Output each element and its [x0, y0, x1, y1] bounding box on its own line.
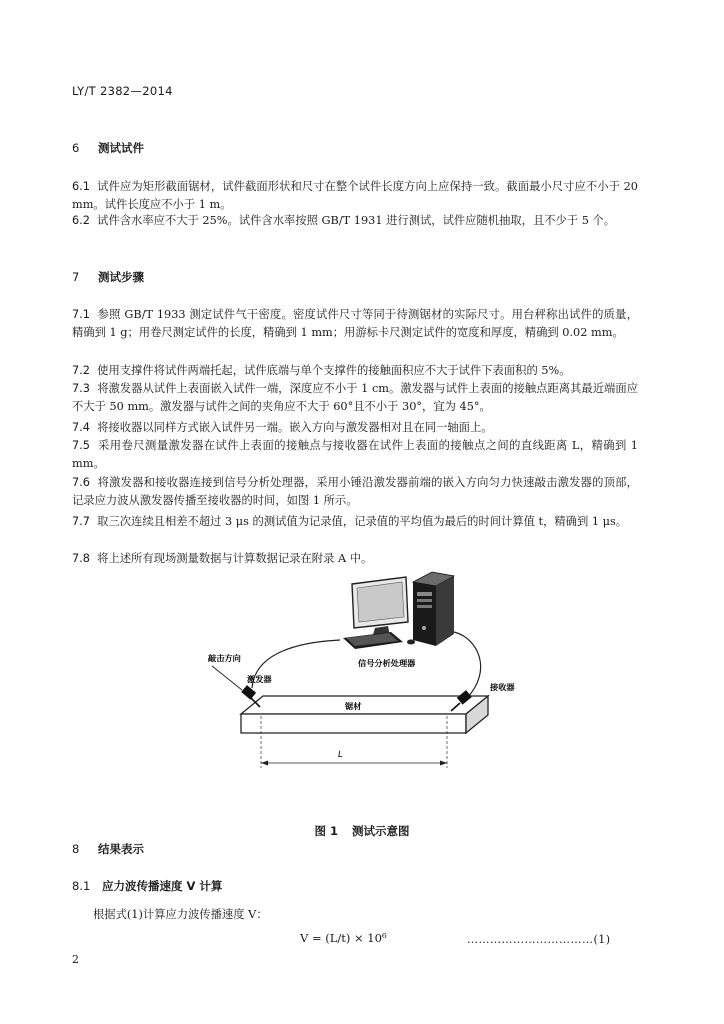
clause-text: 将激发器从试件上表面嵌入试件一端，深度应不小于 1 cm。激发器与试件上表面的接触点距离其最近端面应不大于 50 mm。激发器与试件之间的夹角应不大于 60°且不小于 30°，宜为 45°。 — [72, 382, 638, 413]
clause-number: 7.8 — [72, 552, 90, 565]
subsection-number: 8.1 — [72, 879, 91, 893]
equation-number: ……………………………(1) — [467, 933, 611, 946]
clause-number: 7.3 — [72, 382, 90, 395]
figure-caption — [0, 823, 724, 839]
figure-title: 测试示意图 — [352, 824, 410, 838]
subsection-title: 应力波传播速度 V 计算 — [102, 879, 223, 893]
length-label: L — [338, 750, 343, 760]
section-title: 结果表示 — [98, 842, 144, 856]
clause-text: 将上述所有现场测量数据与计算数据记录在附录 A 中。 — [97, 552, 373, 565]
mouse-illustration — [407, 640, 415, 645]
receiver-cable — [454, 632, 481, 698]
clause-text: 将接收器以同样方式嵌入试件另一端。嵌入方向与激发器相对且在同一轴面上。 — [97, 421, 493, 434]
clause-number: 7.1 — [72, 308, 90, 321]
exciter-label: 激发器 — [247, 674, 272, 684]
monitor-illustration — [352, 577, 408, 638]
section-number: 7 — [72, 270, 80, 284]
clause-text: 试件含水率应不大于 25%。试件含水率按照 GB/T 1931 进行测试，试件应随机抽取，且不少于 5 个。 — [97, 214, 616, 227]
subsection-8-1-heading — [72, 878, 222, 894]
page-number: 2 — [72, 953, 79, 966]
clause-number: 7.7 — [72, 515, 90, 528]
keyboard-illustration — [343, 632, 403, 649]
exciter-sensor — [241, 685, 260, 707]
equation: V = (L/t) × 10⁶ — [300, 931, 387, 945]
clause-text: 取三次连续且相差不超过 3 μs 的测试值为记录值，记录值的平均值为最后的时间计算值 t，精确到 1 μs。 — [97, 515, 628, 528]
receiver-label: 接收器 — [490, 682, 515, 692]
clause-number: 7.2 — [72, 364, 90, 377]
section-title: 测试试件 — [98, 141, 144, 155]
lumber-specimen — [241, 696, 488, 733]
clause-text: 采用卷尺测量激发器在试件上表面的接触点与接收器在试件上表面的接触点之间的直线距离 L，精确到 1 mm。 — [72, 439, 638, 470]
clause-text: 参照 GB/T 1933 测定试件气干密度。密度试件尺寸等同于待测锯材的实际尺寸。用台秤称出试件的质量，精确到 1 g；用卷尺测定试件的长度，精确到 1 mm；用游标卡尺测定试件的宽度和厚度，精确到 0.02 mm。 — [72, 308, 638, 339]
strike-arrow — [212, 666, 242, 690]
standard-code: LY/T 2382—2014 — [72, 84, 173, 98]
clause-number: 7.5 — [72, 439, 90, 452]
section-number: 8 — [72, 842, 80, 856]
figure-number: 图 1 — [314, 824, 338, 838]
section-8-heading — [72, 841, 144, 857]
clause-number: 6.2 — [72, 214, 90, 227]
formula-intro: 根据式(1)计算应力波传播速度 V： — [93, 908, 268, 921]
section-title: 测试步骤 — [98, 270, 144, 284]
lumber-label: 锯材 — [345, 701, 362, 711]
clause-text: 试件应为矩形截面锯材，试件截面形状和尺寸在整个试件长度方向上应保持一致。截面最小尺寸应不小于 20 mm。试件长度应不小于 1 m。 — [72, 180, 638, 211]
clause-text: 使用支撑件将试件两端托起，试件底端与单个支撑件的接触面积应不大于试件下表面积的 5%。 — [97, 364, 571, 377]
strike-direction-label: 敲击方向 — [208, 653, 241, 663]
clause-number: 7.6 — [72, 476, 90, 489]
computer-tower-illustration — [413, 572, 454, 646]
processor-label: 信号分析处理器 — [358, 658, 416, 668]
clause-number: 6.1 — [72, 180, 90, 193]
section-number: 6 — [72, 141, 80, 155]
clause-number: 7.4 — [72, 421, 90, 434]
clause-text: 将激发器和接收器连接到信号分析处理器，采用小锤沿激发器前端的嵌入方向匀力快速敲击激发器的顶部，记录应力波从激发器传播至接收器的时间，如图 1 所示。 — [72, 476, 638, 507]
